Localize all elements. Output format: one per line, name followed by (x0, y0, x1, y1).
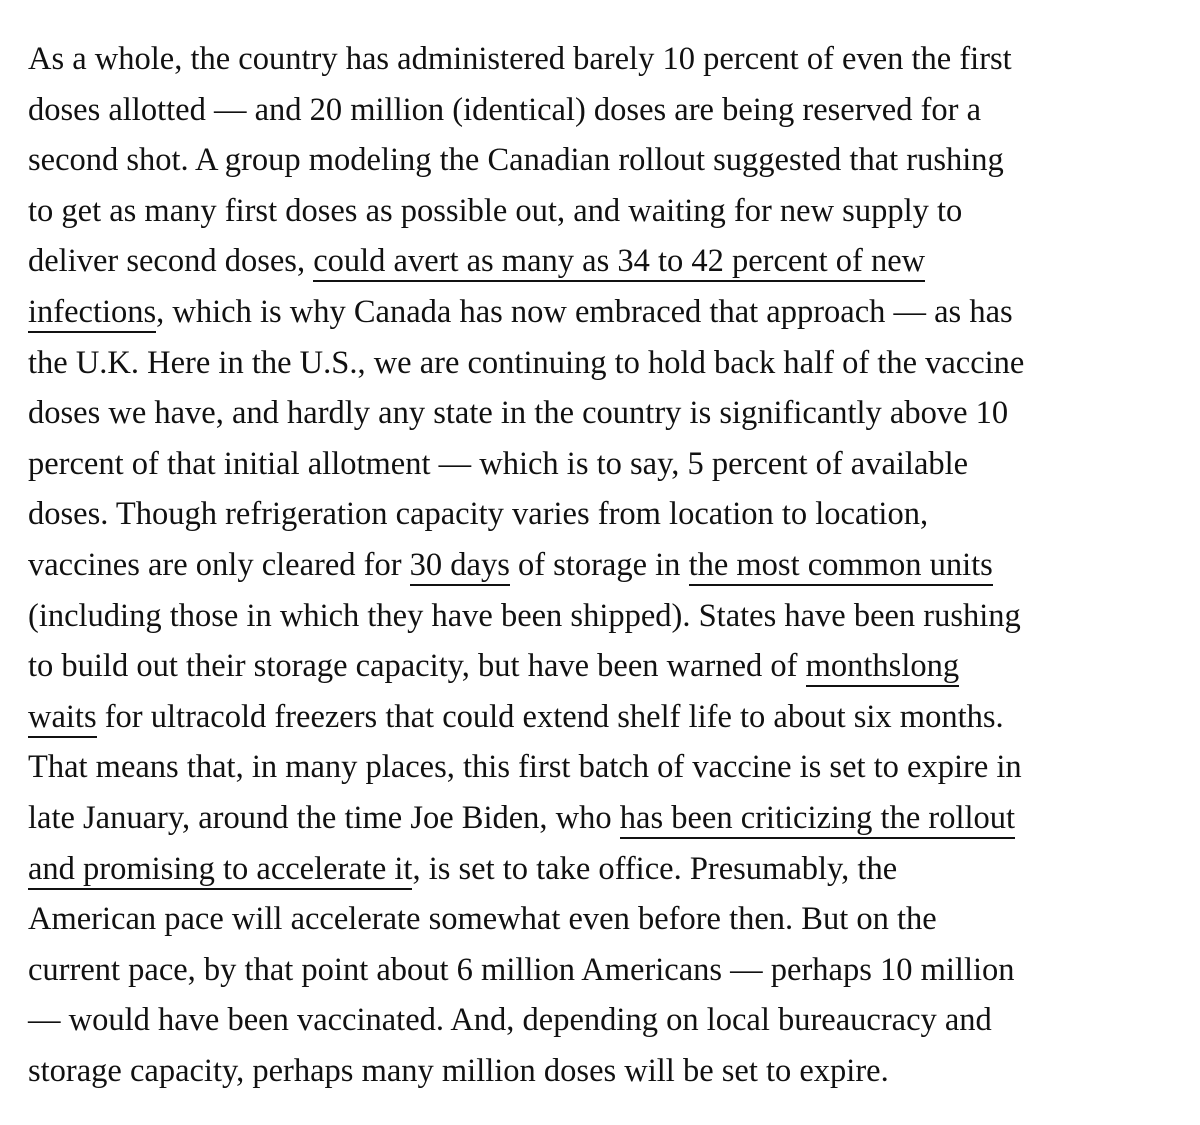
paragraph-line (28, 287, 1178, 338)
paragraph-line (28, 135, 1178, 186)
paragraph-line (28, 844, 1178, 895)
paragraph-text: late January, around the time Joe Biden, who (28, 799, 620, 836)
paragraph-text: of storage in (509, 546, 689, 583)
paragraph-text: current pace, by that point about 6 million Americans — perhaps 10 million (28, 951, 1015, 988)
link-monthslong-waits[interactable]: monthslong (806, 648, 960, 687)
paragraph-line (28, 995, 1178, 1046)
paragraph-text: doses. Though refrigeration capacity varies from location to location, (28, 496, 929, 533)
paragraph-text: storage capacity, perhaps many million doses will be set to expire. (28, 1052, 889, 1089)
link-30-days[interactable]: 30 days (410, 547, 510, 586)
paragraph-text: second shot. A group modeling the Canadian rollout suggested that rushing (28, 142, 1004, 179)
paragraph-text: vaccines are only cleared for (28, 546, 410, 583)
paragraph-text: American pace will accelerate somewhat even before then. But on the (28, 901, 937, 938)
paragraph-line (28, 388, 1178, 439)
paragraph-line (28, 641, 1178, 692)
link-common-units[interactable]: the most common units (689, 547, 993, 586)
link-avert-infections[interactable]: could avert as many as 34 to 42 percent of new (313, 243, 925, 282)
link-avert-infections[interactable]: infections (28, 294, 156, 333)
paragraph-text: to build out their storage capacity, but have been warned of (28, 648, 806, 685)
paragraph-line (28, 1046, 1178, 1097)
paragraph-line (28, 540, 1178, 591)
link-biden-criticizing[interactable]: has been criticizing the rollout (620, 800, 1015, 839)
paragraph-line (28, 945, 1178, 996)
paragraph-line (28, 742, 1178, 793)
paragraph-text: for ultracold freezers that could extend shelf life to about six months. (96, 698, 1004, 735)
paragraph-text: the U.K. Here in the U.S., we are continuing to hold back half of the vaccine (28, 344, 1025, 381)
link-biden-criticizing[interactable]: and promising to accelerate it (28, 851, 412, 890)
article-paragraph (28, 34, 1178, 1096)
link-monthslong-waits[interactable]: waits (28, 699, 97, 738)
paragraph-line (28, 236, 1178, 287)
paragraph-text: deliver second doses, (28, 243, 314, 280)
paragraph-line (28, 894, 1178, 945)
paragraph-text: , which is why Canada has now embraced that approach — as has (156, 293, 1013, 330)
paragraph-text: to get as many first doses as possible out, and waiting for new supply to (28, 192, 963, 229)
paragraph-text: doses we have, and hardly any state in the country is significantly above 10 (28, 395, 1009, 432)
paragraph-text: That means that, in many places, this first batch of vaccine is set to expire in (28, 749, 1022, 786)
paragraph-text: percent of that initial allotment — which is to say, 5 percent of available (28, 445, 969, 482)
paragraph-text: (including those in which they have been shipped). States have been rushing (28, 597, 1021, 634)
paragraph-text: doses allotted — and 20 million (identical) doses are being reserved for a (28, 91, 982, 128)
paragraph-text: As a whole, the country has administered barely 10 percent of even the first (28, 41, 1012, 77)
paragraph-line (28, 338, 1178, 389)
paragraph-line (28, 439, 1178, 490)
paragraph-line (28, 34, 1178, 85)
paragraph-line (28, 793, 1178, 844)
paragraph-line (28, 489, 1178, 540)
paragraph-text: — would have been vaccinated. And, depending on local bureaucracy and (28, 1002, 992, 1039)
paragraph-text: , is set to take office. Presumably, the (412, 850, 898, 887)
paragraph-line (28, 692, 1178, 743)
paragraph-line (28, 591, 1178, 642)
paragraph-line (28, 85, 1178, 136)
paragraph-line (28, 186, 1178, 237)
